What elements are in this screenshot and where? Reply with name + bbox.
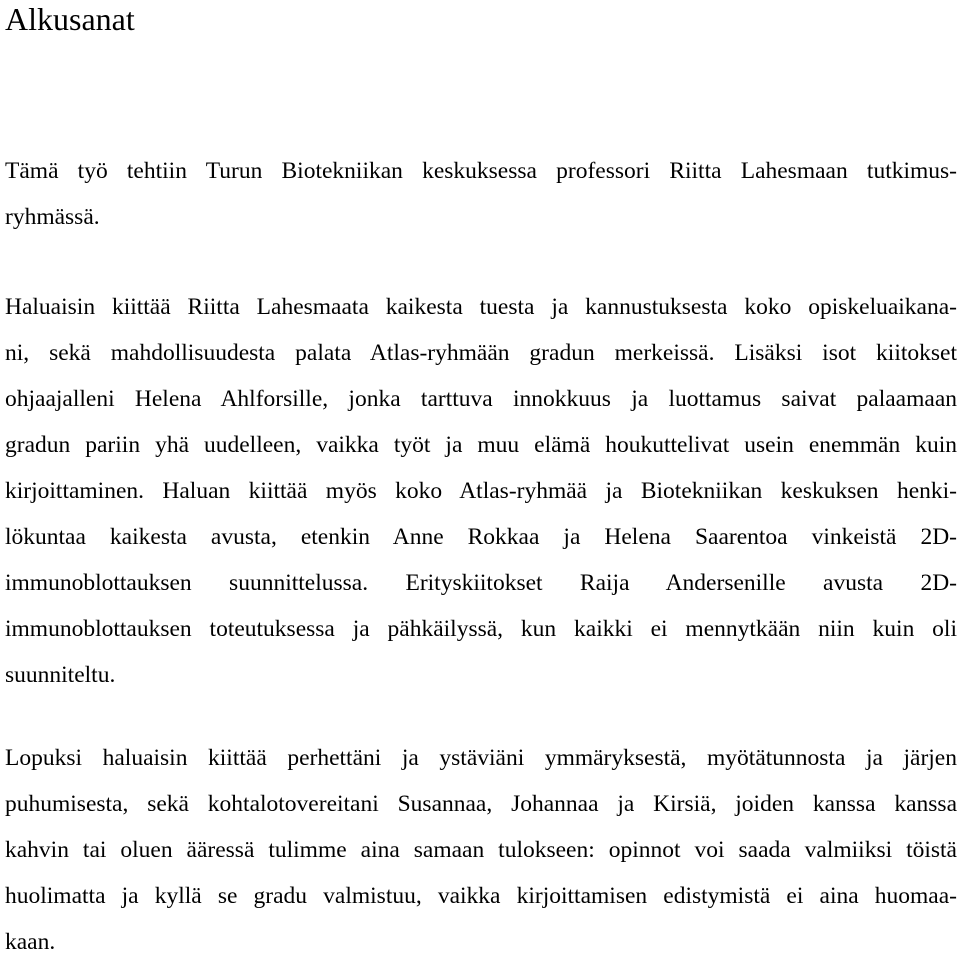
paragraph-1 — [5, 148, 957, 240]
text-line: kahvin tai oluen ääressä tulimme aina samaan tulokseen: opinnot voi saada valmiiksi töistä — [5, 837, 957, 863]
text-line: ni, sekä mahdollisuudesta palata Atlas-ryhmään gradun merkeissä. Lisäksi isot kiitokset — [5, 340, 957, 366]
paragraph-2 — [5, 284, 957, 698]
text-line: Haluaisin kiittää Riitta Lahesmaata kaikesta tuesta ja kannustuksesta koko opiskeluaikana- — [5, 294, 957, 320]
text-line: puhumisesta, sekä kohtalotovereitani Susannaa, Johannaa ja Kirsiä, joiden kanssa kanssa — [5, 791, 957, 817]
text-line: Tämä työ tehtiin Turun Biotekniikan keskuksessa professori Riitta Lahesmaan tutkimus- — [5, 158, 957, 184]
text-line: kaan. — [5, 929, 56, 955]
text-line: huolimatta ja kyllä se gradu valmistuu, vaikka kirjoittamisen edistymistä ei aina huomaa- — [5, 883, 957, 909]
document-page — [5, 0, 957, 955]
paragraph-3 — [5, 735, 957, 965]
text-line: lökuntaa kaikesta avusta, etenkin Anne Rokkaa ja Helena Saarentoa vinkeistä 2D- — [5, 524, 957, 550]
text-line: ohjaajalleni Helena Ahlforsille, jonka tarttuva innokkuus ja luottamus saivat palaamaan — [5, 386, 957, 412]
text-line: immunoblottauksen suunnittelussa. Erityskiitokset Raija Andersenille avusta 2D- — [5, 570, 957, 596]
text-line: suunniteltu. — [5, 662, 116, 688]
text-line: Lopuksi haluaisin kiittää perhettäni ja ystäviäni ymmäryksestä, myötätunnosta ja järjen — [5, 745, 957, 771]
text-line: gradun pariin yhä uudelleen, vaikka työt ja muu elämä houkuttelivat usein enemmän kuin — [5, 432, 957, 458]
text-line: immunoblottauksen toteutuksessa ja pähkäilyssä, kun kaikki ei mennytkään niin kuin oli — [5, 616, 957, 642]
text-line: ryhmässä. — [5, 204, 100, 230]
text-line: kirjoittaminen. Haluan kiittää myös koko Atlas-ryhmää ja Biotekniikan keskuksen henki- — [5, 478, 957, 504]
page-title: Alkusanat — [5, 1, 135, 37]
